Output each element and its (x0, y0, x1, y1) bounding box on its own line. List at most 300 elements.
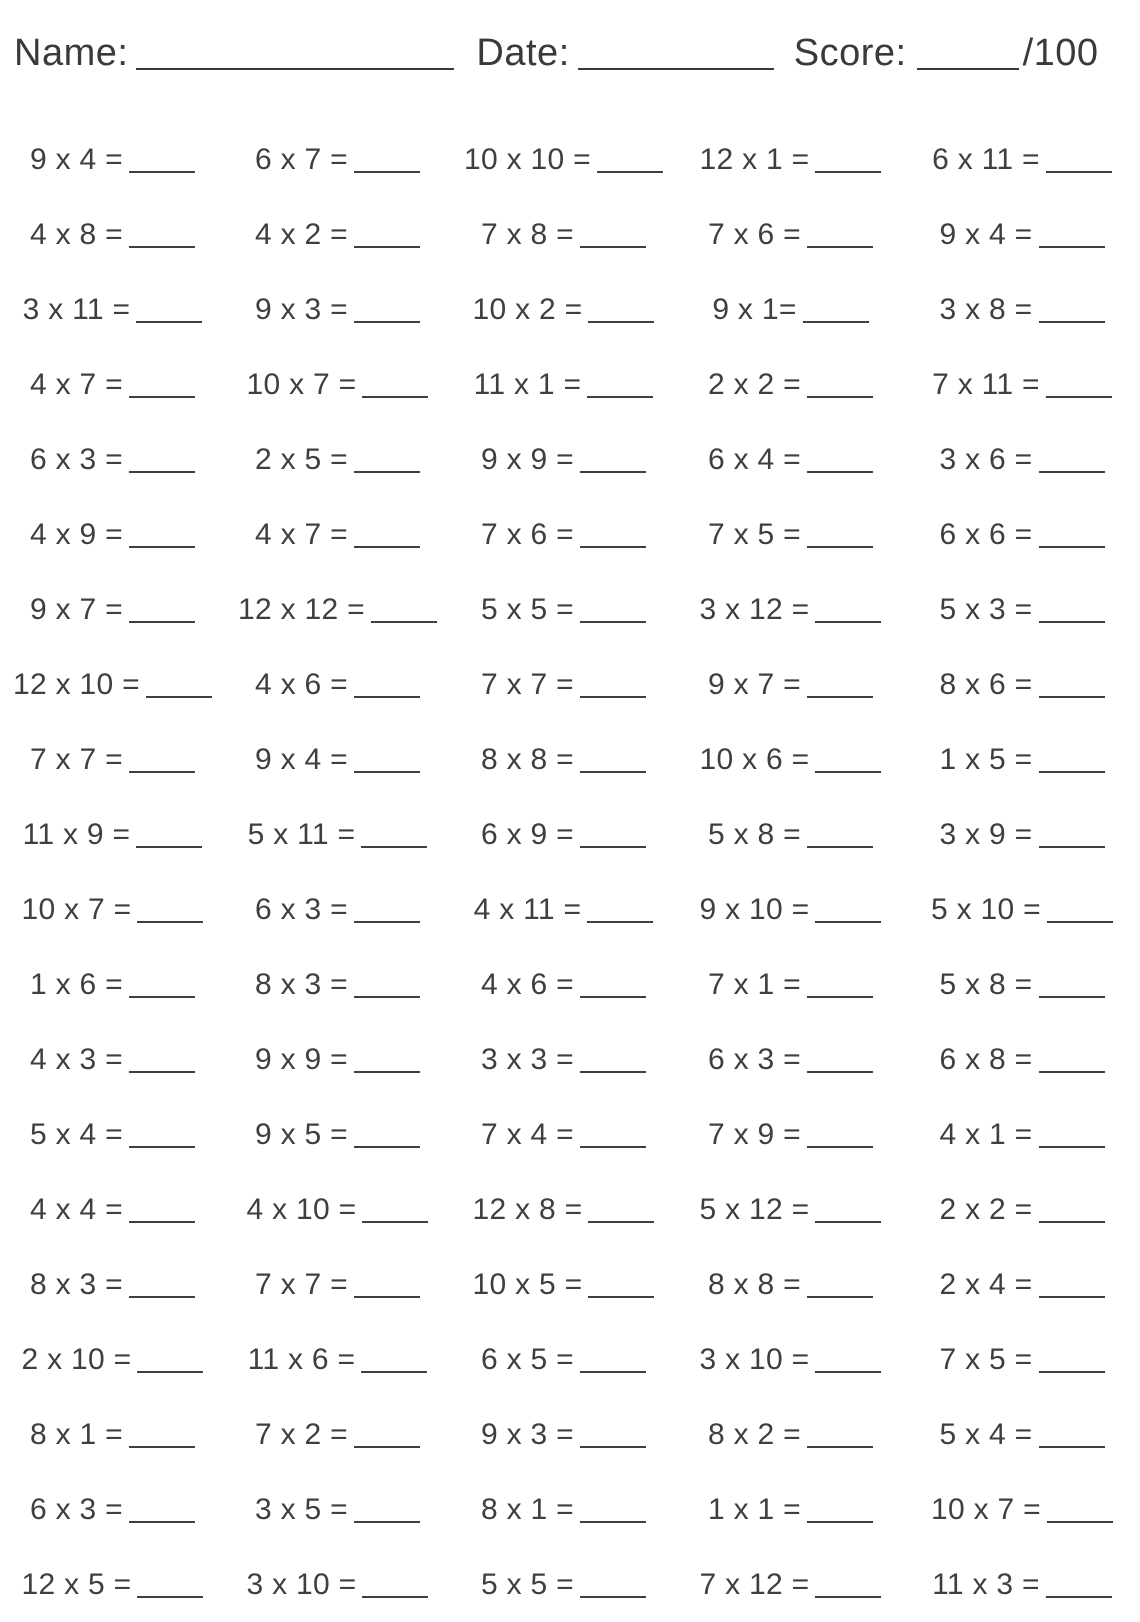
problem-item (0, 1472, 225, 1547)
answer-blank[interactable] (129, 1221, 195, 1223)
answer-blank[interactable] (1039, 771, 1105, 773)
answer-blank[interactable] (354, 771, 420, 773)
answer-blank[interactable] (807, 1146, 873, 1148)
problem-item (677, 797, 904, 872)
problem-expression: 3 x 12 = (699, 592, 810, 626)
answer-blank[interactable] (815, 921, 881, 923)
problem-expression: 7 x 7 = (255, 1267, 348, 1301)
answer-blank[interactable] (354, 1521, 420, 1523)
problem-expression: 1 x 6 = (30, 967, 123, 1001)
problem-expression: 10 x 10 = (464, 142, 591, 176)
problem-item (904, 272, 1140, 347)
problem-expression: 5 x 8 = (939, 967, 1033, 1001)
problem-expression: 9 x 1= (712, 292, 797, 326)
answer-blank[interactable] (354, 546, 420, 548)
problem-expression: 4 x 11 = (473, 892, 582, 926)
answer-blank[interactable] (1039, 321, 1105, 323)
problem-expression: 4 x 1 = (939, 1117, 1033, 1151)
problem-expression: 12 x 1 = (699, 142, 810, 176)
problem-expression: 6 x 3 = (255, 892, 348, 926)
problem-item (904, 947, 1140, 1022)
problem-item (0, 947, 225, 1022)
problem-expression: 4 x 6 = (481, 967, 574, 1001)
problem-expression: 5 x 4 = (30, 1117, 123, 1151)
answer-blank[interactable] (1046, 1596, 1112, 1598)
problem-expression: 2 x 4 = (939, 1267, 1033, 1301)
problem-expression: 2 x 10 = (21, 1342, 132, 1376)
answer-blank[interactable] (354, 996, 420, 998)
problem-item (677, 122, 904, 197)
problem-grid (0, 122, 1140, 1602)
answer-blank[interactable] (580, 996, 646, 998)
problem-expression: 10 x 5 = (472, 1267, 583, 1301)
problem-item (450, 1322, 677, 1397)
problem-item (225, 122, 450, 197)
problem-item (225, 1322, 450, 1397)
answer-blank[interactable] (580, 696, 646, 698)
problem-item (677, 1172, 904, 1247)
answer-blank[interactable] (587, 396, 653, 398)
answer-blank[interactable] (129, 1446, 195, 1448)
answer-blank[interactable] (807, 996, 873, 998)
answer-blank[interactable] (580, 1071, 646, 1073)
problem-expression: 3 x 10 = (246, 1567, 357, 1601)
problem-expression: 6 x 3 = (30, 442, 123, 476)
answer-blank[interactable] (807, 1446, 873, 1448)
problem-item (904, 1172, 1140, 1247)
problem-item (677, 1472, 904, 1547)
problem-item (450, 422, 677, 497)
answer-blank[interactable] (146, 696, 212, 698)
problem-item (904, 1247, 1140, 1322)
answer-blank[interactable] (815, 1221, 881, 1223)
problem-expression: 12 x 10 = (13, 667, 140, 701)
score-label: Score: (793, 32, 907, 74)
problem-expression: 10 x 7 = (21, 892, 132, 926)
answer-blank[interactable] (1039, 621, 1105, 623)
answer-blank[interactable] (129, 1296, 195, 1298)
problem-expression: 11 x 9 = (22, 817, 131, 851)
problem-item (904, 872, 1140, 947)
answer-blank[interactable] (815, 171, 881, 173)
problem-expression: 11 x 6 = (247, 1342, 356, 1376)
answer-blank[interactable] (807, 1296, 873, 1298)
problem-item (225, 347, 450, 422)
problem-expression: 5 x 5 = (481, 1567, 574, 1601)
answer-blank[interactable] (580, 1521, 646, 1523)
problem-expression: 4 x 10 = (246, 1192, 357, 1226)
problem-item (450, 872, 677, 947)
score-field[interactable] (917, 68, 1019, 70)
problem-expression: 9 x 5 = (255, 1117, 348, 1151)
answer-blank[interactable] (129, 171, 195, 173)
answer-blank[interactable] (1047, 921, 1113, 923)
problem-expression: 4 x 7 = (30, 367, 123, 401)
problem-item (0, 1172, 225, 1247)
problem-expression: 5 x 8 = (708, 817, 801, 851)
answer-blank[interactable] (815, 621, 881, 623)
date-label: Date: (476, 32, 570, 74)
problem-expression: 4 x 8 = (30, 217, 123, 251)
problem-expression: 8 x 3 = (30, 1267, 123, 1301)
problem-expression: 6 x 4 = (708, 442, 801, 476)
problem-item (677, 872, 904, 947)
problem-expression: 9 x 4 = (30, 142, 123, 176)
answer-blank[interactable] (137, 921, 203, 923)
problem-expression: 8 x 3 = (255, 967, 348, 1001)
problem-expression: 6 x 3 = (30, 1492, 123, 1526)
problem-expression: 4 x 2 = (255, 217, 348, 251)
answer-blank[interactable] (807, 471, 873, 473)
problem-expression: 6 x 3 = (708, 1042, 801, 1076)
problem-item (0, 1097, 225, 1172)
answer-blank[interactable] (129, 996, 195, 998)
problem-item (904, 722, 1140, 797)
problem-expression: 3 x 3 = (481, 1042, 574, 1076)
answer-blank[interactable] (129, 246, 195, 248)
problem-item (225, 272, 450, 347)
problem-expression: 9 x 9 = (255, 1042, 348, 1076)
answer-blank[interactable] (1046, 396, 1112, 398)
problem-item (225, 1547, 450, 1622)
problem-item (450, 947, 677, 1022)
answer-blank[interactable] (354, 1446, 420, 1448)
problem-item (677, 422, 904, 497)
problem-expression: 3 x 11 = (22, 292, 131, 326)
problem-expression: 6 x 7 = (255, 142, 348, 176)
problem-expression: 9 x 9 = (481, 442, 574, 476)
problem-expression: 9 x 4 = (939, 217, 1033, 251)
problem-expression: 8 x 6 = (939, 667, 1033, 701)
problem-item (225, 1172, 450, 1247)
problem-item (0, 572, 225, 647)
answer-blank[interactable] (354, 1296, 420, 1298)
answer-blank[interactable] (129, 1146, 195, 1148)
answer-blank[interactable] (807, 546, 873, 548)
answer-blank[interactable] (136, 321, 202, 323)
answer-blank[interactable] (803, 321, 869, 323)
problem-item (677, 722, 904, 797)
problem-expression: 12 x 8 = (472, 1192, 583, 1226)
answer-blank[interactable] (129, 396, 195, 398)
answer-blank[interactable] (807, 1521, 873, 1523)
answer-blank[interactable] (371, 621, 437, 623)
answer-blank[interactable] (580, 1146, 646, 1148)
problem-item (0, 1547, 225, 1622)
problem-item (450, 572, 677, 647)
answer-blank[interactable] (580, 1371, 646, 1373)
problem-expression: 2 x 2 = (708, 367, 801, 401)
score-total: /100 (1022, 32, 1099, 74)
problem-item (450, 1097, 677, 1172)
problem-expression: 3 x 8 = (939, 292, 1033, 326)
problem-expression: 4 x 6 = (255, 667, 348, 701)
problem-item (0, 272, 225, 347)
problem-item (225, 1097, 450, 1172)
problem-item (0, 647, 225, 722)
problem-expression: 5 x 4 = (939, 1417, 1033, 1451)
problem-expression: 7 x 7 = (30, 742, 123, 776)
problem-item (677, 1022, 904, 1097)
answer-blank[interactable] (361, 1371, 427, 1373)
problem-expression: 7 x 11 = (932, 367, 1040, 401)
problem-item (0, 422, 225, 497)
problem-item (904, 1322, 1140, 1397)
answer-blank[interactable] (354, 1071, 420, 1073)
problem-expression: 2 x 5 = (255, 442, 348, 476)
answer-blank[interactable] (580, 621, 646, 623)
problem-item (904, 572, 1140, 647)
problem-expression: 7 x 6 = (481, 517, 574, 551)
problem-expression: 7 x 7 = (481, 667, 574, 701)
problem-item (904, 647, 1140, 722)
problem-expression: 7 x 8 = (481, 217, 574, 251)
problem-expression: 3 x 5 = (255, 1492, 348, 1526)
answer-blank[interactable] (1039, 696, 1105, 698)
answer-blank[interactable] (588, 321, 654, 323)
answer-blank[interactable] (129, 621, 195, 623)
problem-item (904, 1547, 1140, 1622)
problem-item (677, 197, 904, 272)
problem-expression: 9 x 10 = (699, 892, 810, 926)
answer-blank[interactable] (580, 846, 646, 848)
problem-item (0, 347, 225, 422)
answer-blank[interactable] (354, 321, 420, 323)
answer-blank[interactable] (362, 1596, 428, 1598)
problem-item (450, 347, 677, 422)
problem-item (450, 1547, 677, 1622)
problem-expression: 6 x 6 = (939, 517, 1033, 551)
answer-blank[interactable] (815, 771, 881, 773)
answer-blank[interactable] (580, 1446, 646, 1448)
problem-item (0, 872, 225, 947)
answer-blank[interactable] (807, 246, 873, 248)
problem-item (0, 497, 225, 572)
problem-item (0, 1397, 225, 1472)
answer-blank[interactable] (354, 696, 420, 698)
answer-blank[interactable] (580, 1596, 646, 1598)
problem-expression: 7 x 6 = (708, 217, 801, 251)
problem-item (677, 347, 904, 422)
problem-item (904, 1022, 1140, 1097)
problem-item (0, 1247, 225, 1322)
problem-item (677, 572, 904, 647)
problem-item (0, 797, 225, 872)
problem-expression: 9 x 3 = (255, 292, 348, 326)
answer-blank[interactable] (1039, 846, 1105, 848)
problem-item (677, 272, 904, 347)
answer-blank[interactable] (362, 1221, 428, 1223)
problem-item (450, 1247, 677, 1322)
problem-expression: 7 x 2 = (255, 1417, 348, 1451)
answer-blank[interactable] (1046, 171, 1112, 173)
answer-blank[interactable] (354, 246, 420, 248)
problem-item (450, 647, 677, 722)
problem-item (904, 1397, 1140, 1472)
problem-expression: 3 x 10 = (699, 1342, 810, 1376)
problem-expression: 9 x 7 = (30, 592, 123, 626)
answer-blank[interactable] (587, 921, 653, 923)
answer-blank[interactable] (362, 396, 428, 398)
problem-expression: 7 x 5 = (708, 517, 801, 551)
problem-item (904, 1472, 1140, 1547)
problem-item (450, 497, 677, 572)
answer-blank[interactable] (129, 1521, 195, 1523)
problem-item (0, 722, 225, 797)
problem-item (904, 797, 1140, 872)
answer-blank[interactable] (136, 846, 202, 848)
problem-item (677, 1247, 904, 1322)
answer-blank[interactable] (1039, 546, 1105, 548)
problem-item (904, 347, 1140, 422)
problem-expression: 5 x 10 = (931, 892, 1041, 926)
problem-expression: 10 x 7 = (246, 367, 357, 401)
problem-item (450, 797, 677, 872)
problem-expression: 10 x 2 = (472, 292, 583, 326)
problem-expression: 5 x 3 = (939, 592, 1033, 626)
problem-item (450, 1397, 677, 1472)
problem-expression: 5 x 12 = (699, 1192, 810, 1226)
name-label: Name: (14, 32, 129, 74)
problem-item (677, 647, 904, 722)
problem-expression: 8 x 8 = (481, 742, 574, 776)
problem-expression: 4 x 9 = (30, 517, 123, 551)
problem-item (225, 422, 450, 497)
problem-item (225, 497, 450, 572)
answer-blank[interactable] (597, 171, 663, 173)
answer-blank[interactable] (588, 1296, 654, 1298)
problem-expression: 6 x 8 = (939, 1042, 1033, 1076)
answer-blank[interactable] (137, 1596, 203, 1598)
answer-blank[interactable] (807, 396, 873, 398)
problem-item (0, 197, 225, 272)
problem-item (677, 1397, 904, 1472)
problem-item (450, 272, 677, 347)
answer-blank[interactable] (1039, 1371, 1105, 1373)
answer-blank[interactable] (1039, 1221, 1105, 1223)
answer-blank[interactable] (1047, 1521, 1113, 1523)
answer-blank[interactable] (815, 1371, 881, 1373)
answer-blank[interactable] (807, 1071, 873, 1073)
problem-item (225, 1397, 450, 1472)
problem-item (225, 947, 450, 1022)
problem-expression: 5 x 5 = (481, 592, 574, 626)
problem-item (904, 1097, 1140, 1172)
answer-blank[interactable] (1039, 1071, 1105, 1073)
answer-blank[interactable] (129, 771, 195, 773)
answer-blank[interactable] (1039, 246, 1105, 248)
problem-expression: 3 x 9 = (939, 817, 1033, 851)
problem-expression: 9 x 3 = (481, 1417, 574, 1451)
problem-item (450, 122, 677, 197)
problem-expression: 6 x 9 = (481, 817, 574, 851)
problem-expression: 8 x 1 = (30, 1417, 123, 1451)
problem-item (677, 497, 904, 572)
problem-item (677, 1547, 904, 1622)
problem-expression: 12 x 12 = (238, 592, 365, 626)
answer-blank[interactable] (129, 1071, 195, 1073)
answer-blank[interactable] (129, 471, 195, 473)
problem-item (677, 1322, 904, 1397)
problem-expression: 11 x 3 = (932, 1567, 1040, 1601)
problem-expression: 7 x 5 = (939, 1342, 1033, 1376)
problem-item (904, 197, 1140, 272)
answer-blank[interactable] (1039, 1146, 1105, 1148)
problem-expression: 7 x 1 = (708, 967, 801, 1001)
problem-expression: 7 x 4 = (481, 1117, 574, 1151)
problem-expression: 6 x 5 = (481, 1342, 574, 1376)
problem-item (225, 197, 450, 272)
problem-item (904, 122, 1140, 197)
worksheet-header (14, 22, 1126, 78)
problem-expression: 7 x 9 = (708, 1117, 801, 1151)
answer-blank[interactable] (361, 846, 427, 848)
date-field[interactable] (578, 68, 774, 70)
problem-expression: 3 x 6 = (939, 442, 1033, 476)
name-field[interactable] (136, 68, 454, 70)
answer-blank[interactable] (354, 471, 420, 473)
problem-expression: 4 x 3 = (30, 1042, 123, 1076)
problem-item (450, 1172, 677, 1247)
problem-expression: 11 x 1 = (473, 367, 582, 401)
answer-blank[interactable] (580, 546, 646, 548)
answer-blank[interactable] (129, 546, 195, 548)
problem-expression: 10 x 6 = (699, 742, 810, 776)
problem-item (225, 572, 450, 647)
answer-blank[interactable] (580, 246, 646, 248)
answer-blank[interactable] (807, 846, 873, 848)
problem-expression: 10 x 7 = (931, 1492, 1041, 1526)
answer-blank[interactable] (354, 921, 420, 923)
problem-item (450, 197, 677, 272)
problem-item (225, 1022, 450, 1097)
answer-blank[interactable] (1039, 1446, 1105, 1448)
answer-blank[interactable] (1039, 996, 1105, 998)
problem-expression: 8 x 1 = (481, 1492, 574, 1526)
answer-blank[interactable] (1039, 471, 1105, 473)
problem-item (450, 1472, 677, 1547)
problem-expression: 1 x 1 = (708, 1492, 801, 1526)
problem-item (450, 722, 677, 797)
problem-item (225, 797, 450, 872)
answer-blank[interactable] (580, 471, 646, 473)
problem-item (225, 647, 450, 722)
problem-item (225, 722, 450, 797)
problem-expression: 1 x 5 = (939, 742, 1033, 776)
answer-blank[interactable] (137, 1371, 203, 1373)
problem-item (904, 497, 1140, 572)
problem-item (904, 422, 1140, 497)
answer-blank[interactable] (807, 696, 873, 698)
problem-expression: 9 x 4 = (255, 742, 348, 776)
problem-expression: 5 x 11 = (247, 817, 356, 851)
problem-expression: 4 x 4 = (30, 1192, 123, 1226)
answer-blank[interactable] (580, 771, 646, 773)
answer-blank[interactable] (354, 171, 420, 173)
answer-blank[interactable] (354, 1146, 420, 1148)
answer-blank[interactable] (1039, 1296, 1105, 1298)
answer-blank[interactable] (588, 1221, 654, 1223)
problem-item (225, 1247, 450, 1322)
problem-item (0, 1022, 225, 1097)
problem-expression: 2 x 2 = (939, 1192, 1033, 1226)
answer-blank[interactable] (815, 1596, 881, 1598)
problem-expression: 8 x 8 = (708, 1267, 801, 1301)
problem-expression: 6 x 11 = (932, 142, 1040, 176)
problem-item (0, 1322, 225, 1397)
problem-item (225, 1472, 450, 1547)
problem-expression: 9 x 7 = (708, 667, 801, 701)
